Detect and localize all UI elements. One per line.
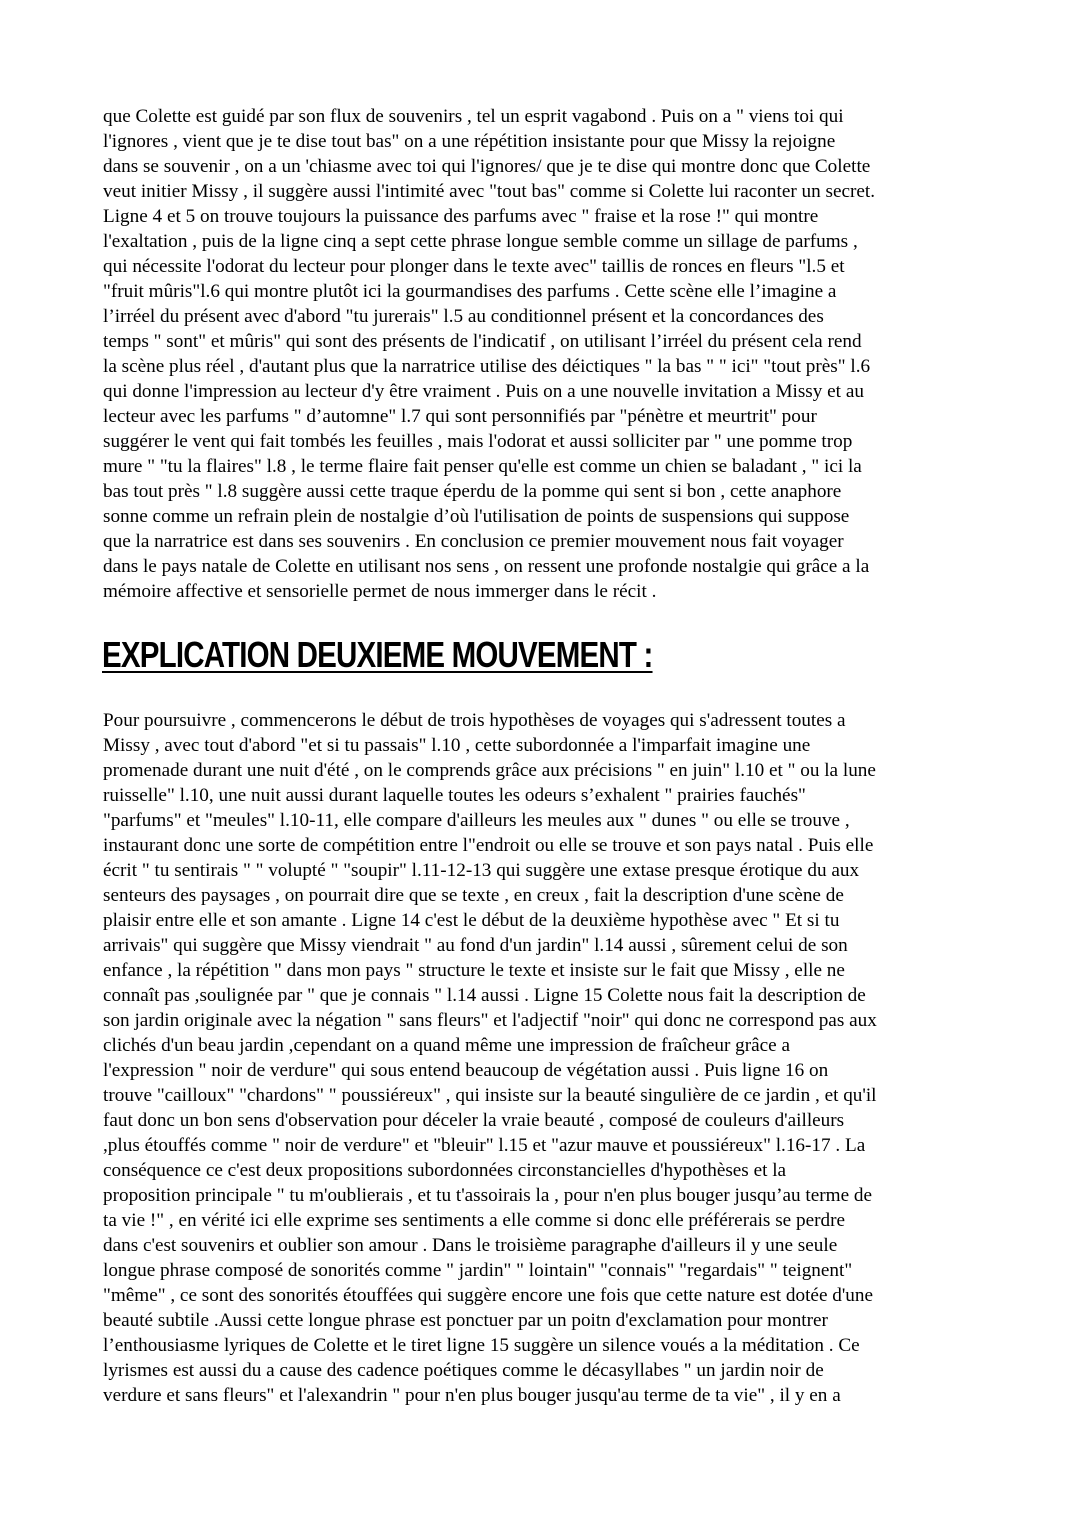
- text-line: la scène plus réel , d'autant plus que la narratrice utilise des déictiques " la bas " " ici" "tout près" l.6: [103, 356, 871, 377]
- text-line: mure " "tu la flaires" l.8 , le terme flaire fait penser qu'elle est comme un chien se baladant , " ici la: [103, 456, 862, 477]
- text-line: promenade durant une nuit d'été , on le comprends grâce aux précisions " en juin" l.10 et " ou la lune: [103, 760, 876, 781]
- text-line: qui nécessite l'odorat du lecteur pour plonger dans le texte avec" taillis de ronces en fleurs "l.5 et: [103, 256, 845, 277]
- text-line: bas tout près " l.8 suggère aussi cette traque éperdu de la pomme qui sent si bon , cette anaphore: [103, 481, 842, 502]
- text-line: plaisir entre elle et son amante . Ligne 14 c'est le début de la deuxième hypothèse avec " Et si tu: [103, 910, 840, 931]
- text-line: beauté subtile .Aussi cette longue phrase est ponctuer par un poitn d'exclamation pour montrer: [103, 1310, 828, 1331]
- text-line: suggérer le vent qui fait tombés les feuilles , mais l'odorat et aussi solliciter par " une pomme trop: [103, 431, 853, 452]
- text-line: conséquence ce c'est deux propositions subordonnées circonstancielles d'hypothèses et la: [103, 1160, 787, 1181]
- text-line: ruisselle" l.10, une nuit aussi durant laquelle toutes les odeurs s’exhalent " prairies fauchés": [103, 785, 806, 806]
- text-line: dans se souvenir , on a un 'chiasme avec toi qui l'ignores/ que je te dise qui montre donc que Colette: [103, 156, 871, 177]
- text-line: dans le pays natale de Colette en utilisant nos sens , on ressent une profonde nostalgie qui grâce a la: [103, 556, 870, 577]
- text-line: l'expression " noir de verdure" qui sous entend beaucoup de végétation aussi . Puis ligne 16 on: [103, 1060, 829, 1081]
- text-line: Missy , avec tout d'abord "et si tu passais" l.10 , cette subordonnée a l'imparfait imagine une: [103, 735, 811, 756]
- text-line: verdure et sans fleurs" et l'alexandrin " pour n'en plus bouger jusqu'au terme de ta vie" , il y en a: [103, 1385, 841, 1406]
- text-line: l’enthousiasme lyriques de Colette et le tiret ligne 15 suggère un silence voués a la méditation . Ce: [103, 1335, 860, 1356]
- text-line: Pour poursuivre , commencerons le début de trois hypothèses de voyages qui s'adressent toutes a: [103, 710, 846, 731]
- text-line: senteurs des paysages , on pourrait dire que se texte , en creux , fait la description d'une scène de: [103, 885, 844, 906]
- text-line: "parfums" et "meules" l.10-11, elle compare d'ailleurs les meules aux " dunes " ou elle se trouve ,: [103, 810, 850, 831]
- text-line: proposition principale " tu m'oublierais , et tu t'assoirais la , pour n'en plus bouger jusqu’au terme de: [103, 1185, 873, 1206]
- text-line: l'exaltation , puis de la ligne cinq a sept cette phrase longue semble comme un sillage de parfums ,: [103, 231, 858, 252]
- text-line: clichés d'un beau jardin ,cependant on a quand même une impression de fraîcheur grâce a: [103, 1035, 790, 1056]
- text-line: "même" , ce sont des sonorités étouffées qui suggère encore une fois que cette nature est dotée d'une: [103, 1285, 874, 1306]
- text-line: sonne comme un refrain plein de nostalgie d’où l'utilisation de points de suspensions qui suppose: [103, 506, 850, 527]
- text-line: mémoire affective et sensorielle permet de nous immerger dans le récit .: [103, 581, 657, 602]
- text-line: lyrismes est aussi du a cause des cadence poétiques comme le décasyllabes " un jardin noir de: [103, 1360, 824, 1381]
- text-line: écrit " tu sentirais " " volupté " "soupir" l.11-12-13 qui suggère une extase presque érotique du aux: [103, 860, 860, 881]
- text-line: trouve "cailloux" "chardons" " poussiéreux" , qui insiste sur la beauté singulière de ce jardin , et qu'il: [103, 1085, 877, 1106]
- text-line: connaît pas ,soulignée par " que je connais " l.14 aussi . Ligne 15 Colette nous fait la description de: [103, 985, 866, 1006]
- text-line: enfance , la répétition " dans mon pays " structure le texte et insiste sur le fait que Missy , elle ne: [103, 960, 845, 981]
- text-line: son jardin originale avec la négation " sans fleurs" et l'adjectif "noir" qui donc ne correspond pas aux: [103, 1010, 877, 1031]
- section-heading: EXPLICATION DEUXIEME MOUVEMENT :: [102, 634, 653, 675]
- text-line: lecteur avec les parfums " d’automne" l.7 qui sont personnifiés par "pénètre et meurtrit" pour: [103, 406, 817, 427]
- text-line: l'ignores , vient que je te dise tout bas" on a une répétition insistante pour que Missy la rejoigne: [103, 131, 836, 152]
- text-line: qui donne l'impression au lecteur d'y être vraiment . Puis on a une nouvelle invitation a Missy et au: [103, 381, 864, 402]
- text-line: temps " sont" et mûris" qui sont des présents de l'indicatif , on utilisant l’irréel du présent cela rend: [103, 331, 862, 352]
- text-line: dans c'est souvenirs et oublier son amour . Dans le troisième paragraphe d'ailleurs il y une seule: [103, 1235, 838, 1256]
- text-line: l’irréel du présent avec d'abord "tu jurerais" l.5 au conditionnel présent et la concordances des: [103, 306, 824, 327]
- text-line: que la narratrice est dans ses souvenirs . En conclusion ce premier mouvement nous fait voyager: [103, 531, 844, 552]
- text-line: ta vie !" , en vérité ici elle exprime ses sentiments a elle comme si donc elle préférerais se perdre: [103, 1210, 845, 1231]
- text-line: que Colette est guidé par son flux de souvenirs , tel un esprit vagabond . Puis on a " viens toi qui: [103, 106, 844, 127]
- text-line: "fruit mûris"l.6 qui montre plutôt ici la gourmandises des parfums . Cette scène elle l’imagine a: [103, 281, 837, 302]
- text-line: veut initier Missy , il suggère aussi l'intimité avec "tout bas" comme si Colette lui raconter un secret.: [103, 181, 876, 202]
- first-movement-paragraph: [103, 104, 983, 604]
- text-line: longue phrase composé de sonorités comme " jardin" " lointain" "connais" "regardais" " teignent": [103, 1260, 853, 1281]
- text-line: arrivais" qui suggère que Missy viendrait " au fond d'un jardin" l.14 aussi , sûrement celui de son: [103, 935, 848, 956]
- text-line: ,plus étouffés comme " noir de verdure" et "bleuir" l.15 et "azur mauve et poussiéreux" l.16-17 . La: [103, 1135, 866, 1156]
- text-line: faut donc un bon sens d'observation pour déceler la vraie beauté , composé de couleurs d'ailleurs: [103, 1110, 845, 1131]
- text-line: Ligne 4 et 5 on trouve toujours la puissance des parfums avec " fraise et la rose !" qui montre: [103, 206, 819, 227]
- second-movement-paragraph: [103, 708, 983, 1408]
- text-line: instaurant donc une sorte de compétition entre l"endroit ou elle se trouve et son pays natal . Puis elle: [103, 835, 874, 856]
